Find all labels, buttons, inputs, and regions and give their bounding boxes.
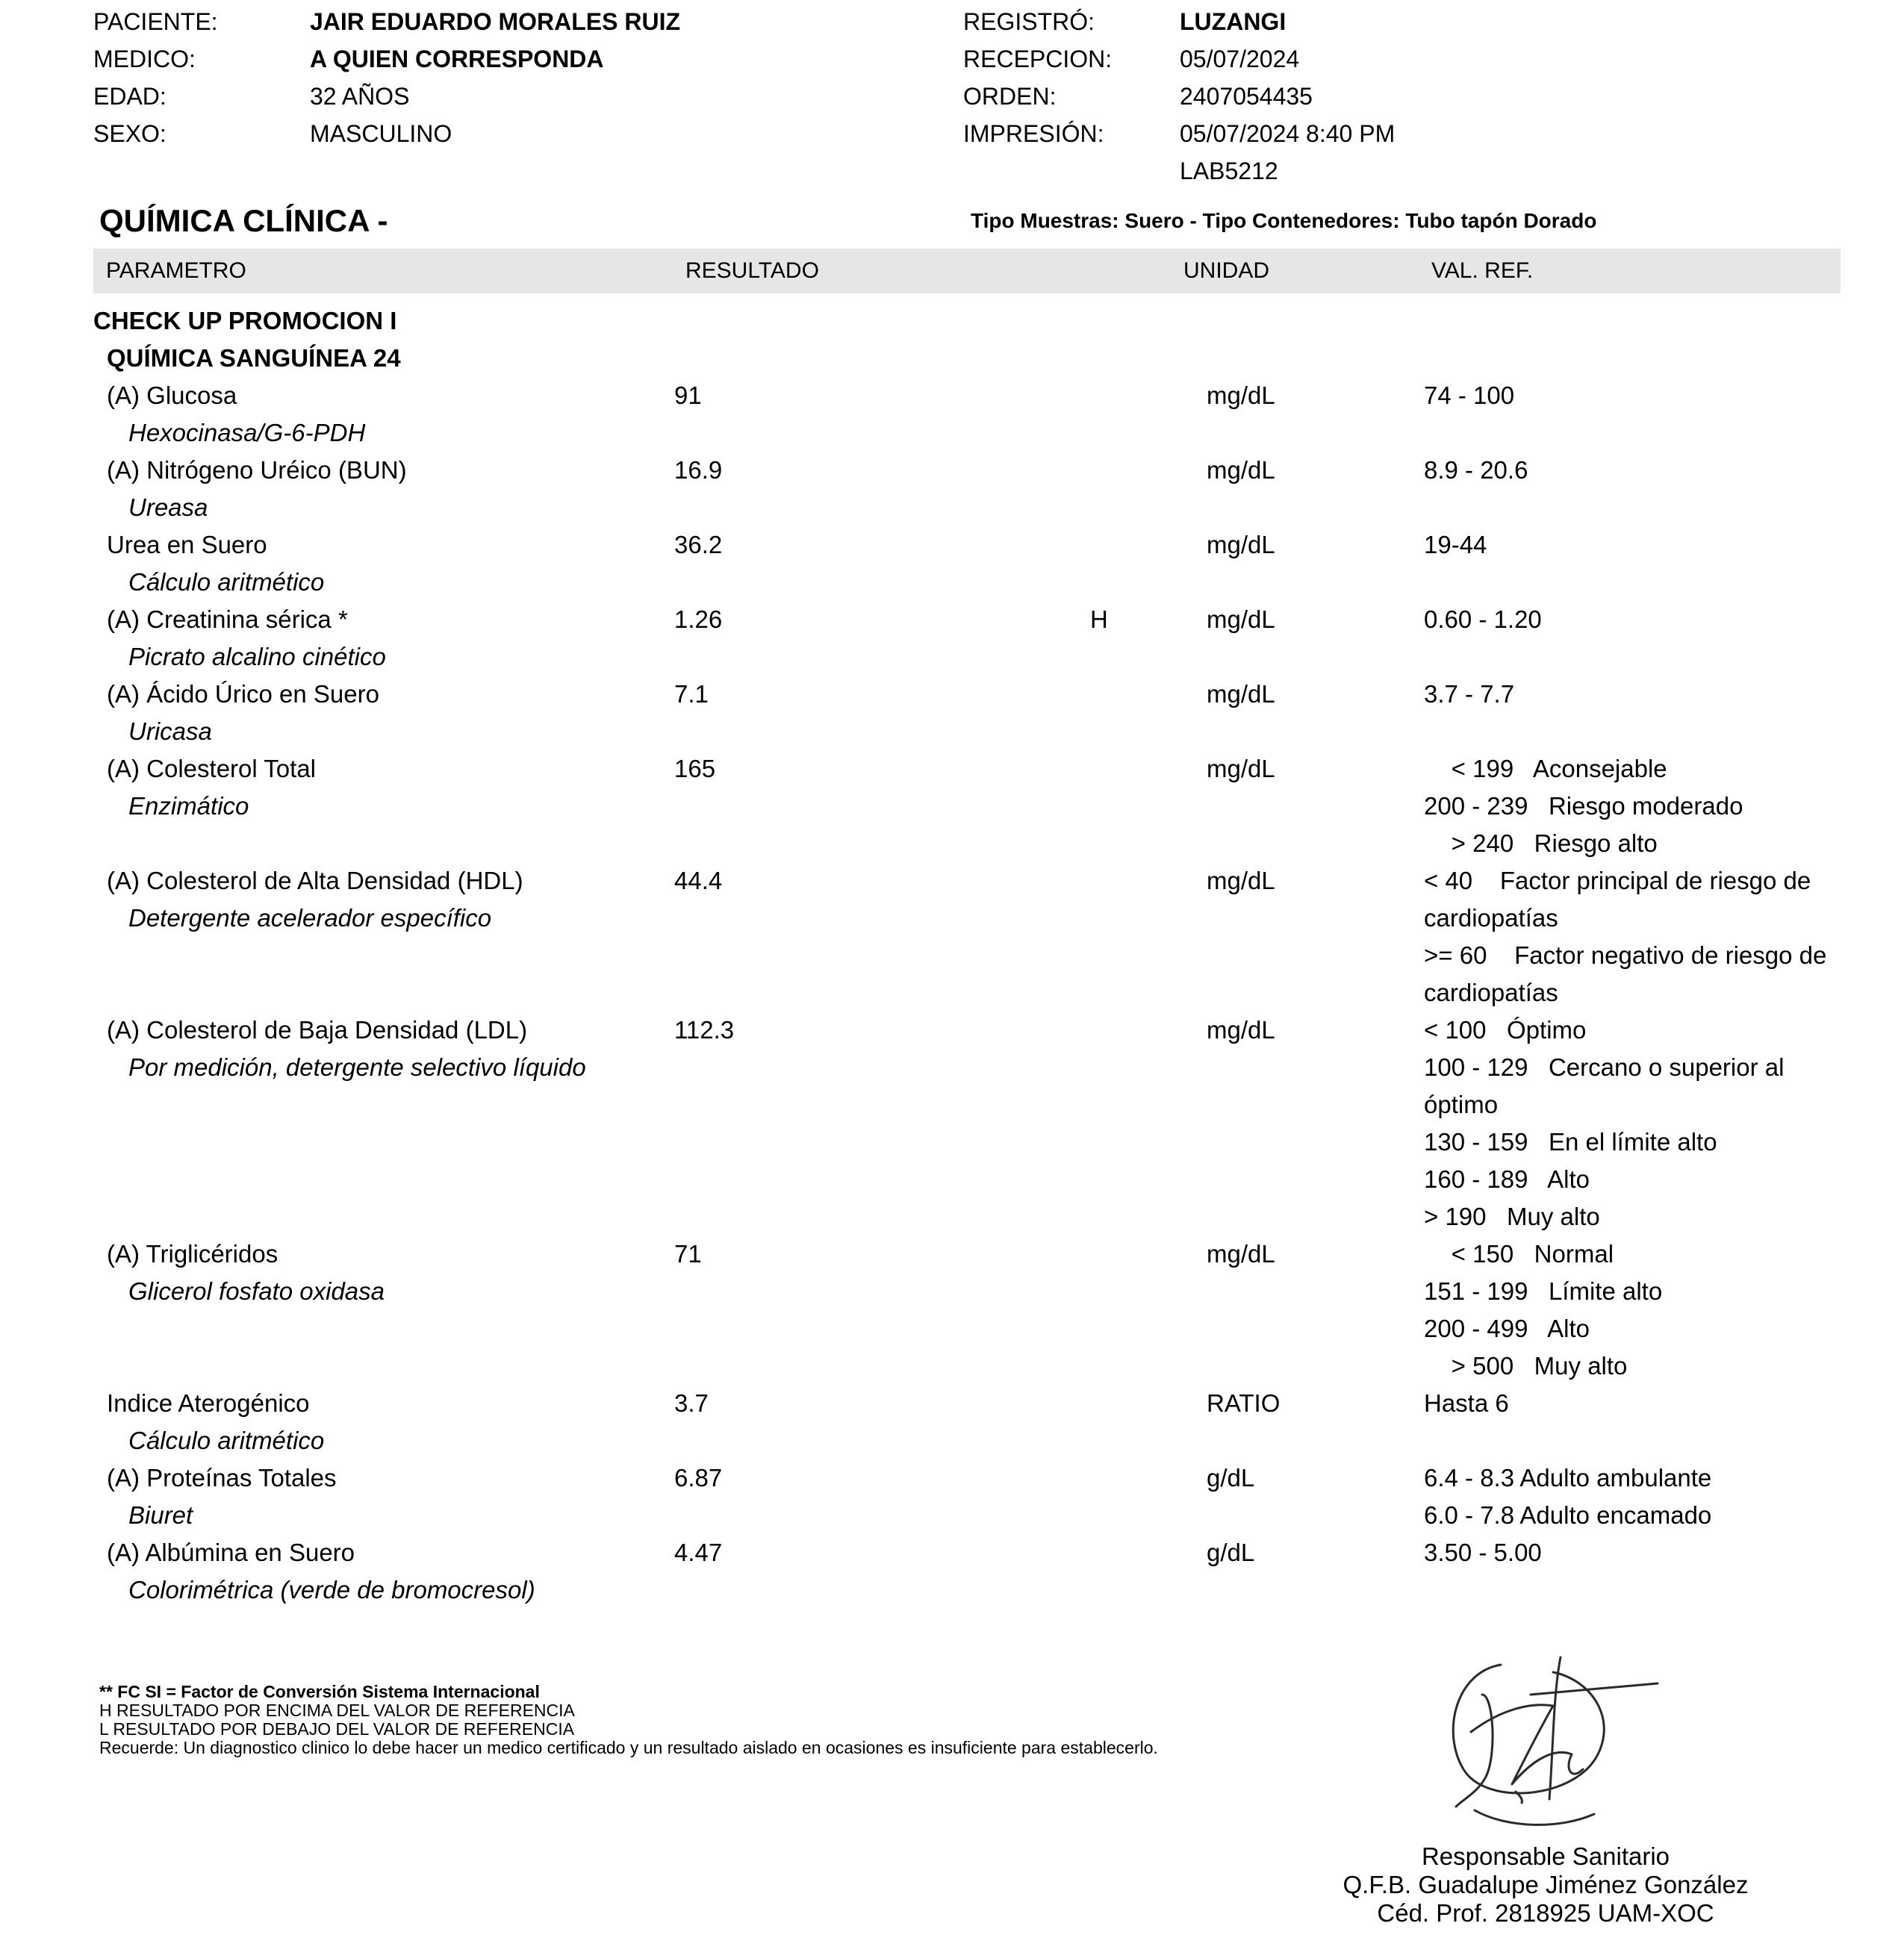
column-header-bar: [93, 249, 1841, 293]
sample-info: Tipo Muestras: Suero - Tipo Contenedores: Tubo tapón Dorado: [971, 209, 1597, 232]
signature-role: Responsable Sanitario: [1421, 1842, 1670, 1870]
result-method: Biuret: [128, 1501, 193, 1529]
result-name: (A) Colesterol de Alta Densidad (HDL): [107, 867, 523, 894]
col-val-ref: VAL. REF.: [1431, 258, 1534, 283]
result-ref-line: 160 - 189 Alto: [1424, 1165, 1590, 1193]
col-resultado: RESULTADO: [685, 258, 819, 283]
footnote-h: H RESULTADO POR ENCIMA DEL VALOR DE REFERENCIA: [99, 1701, 575, 1720]
col-unidad: UNIDAD: [1183, 258, 1270, 283]
result-value: 1.26: [674, 605, 723, 633]
result-ref-line: > 190 Muy alto: [1424, 1203, 1600, 1230]
result-ref-line: 151 - 199 Límite alto: [1424, 1277, 1663, 1305]
signature-name: Q.F.B. Guadalupe Jiménez González: [1343, 1871, 1749, 1898]
result-ref-line: 100 - 129 Cercano o superior al: [1424, 1053, 1785, 1081]
result-method: Enzimático: [128, 792, 249, 820]
result-ref-line: 8.9 - 20.6: [1424, 456, 1528, 484]
result-value: 44.4: [674, 867, 723, 894]
result-unit: g/dL: [1207, 1464, 1255, 1492]
registro-label: REGISTRÓ:: [963, 8, 1095, 35]
result-ref-line: 3.7 - 7.7: [1424, 680, 1515, 708]
registro-value: LUZANGI: [1180, 8, 1287, 35]
orden-label: ORDEN:: [963, 83, 1057, 110]
result-value: 71: [674, 1240, 702, 1268]
group-name: CHECK UP PROMOCION I: [93, 307, 397, 334]
result-unit: mg/dL: [1207, 456, 1275, 484]
recepcion-value: 05/07/2024: [1180, 46, 1300, 72]
result-ref-line: 74 - 100: [1424, 381, 1515, 409]
result-unit: RATIO: [1207, 1389, 1281, 1417]
sexo-label: SEXO:: [93, 120, 167, 147]
result-ref-line: > 500 Muy alto: [1424, 1352, 1628, 1380]
result-ref-line: < 100 Óptimo: [1424, 1016, 1587, 1044]
medico-value: A QUIEN CORRESPONDA: [310, 46, 604, 72]
orden-value: 2407054435: [1180, 83, 1313, 110]
result-ref-line: >= 60 Factor negativo de riesgo de: [1424, 941, 1827, 969]
result-name: (A) Glucosa: [107, 381, 237, 409]
result-ref-line: 200 - 499 Alto: [1424, 1315, 1590, 1342]
result-value: 4.47: [674, 1539, 723, 1566]
result-value: 165: [674, 755, 716, 782]
result-method: Hexocinasa/G-6-PDH: [128, 419, 366, 446]
edad-label: EDAD:: [93, 83, 167, 110]
paciente-label: PACIENTE:: [93, 8, 218, 35]
result-name: (A) Ácido Úrico en Suero: [107, 680, 379, 708]
result-value: 91: [674, 381, 702, 409]
col-parametro: PARAMETRO: [106, 258, 246, 283]
edad-value: 32 AÑOS: [310, 83, 410, 110]
result-unit: mg/dL: [1207, 605, 1275, 633]
result-ref-line: 6.0 - 7.8 Adulto encamado: [1424, 1501, 1712, 1529]
result-ref-line: > 240 Riesgo alto: [1424, 829, 1658, 857]
result-method: Detergente acelerador específico: [128, 904, 492, 932]
result-unit: mg/dL: [1207, 680, 1275, 708]
result-ref-line: 19-44: [1424, 531, 1487, 558]
signature-cedula: Céd. Prof. 2818925 UAM-XOC: [1377, 1899, 1714, 1927]
result-name: (A) Proteínas Totales: [107, 1464, 337, 1492]
result-unit: mg/dL: [1207, 867, 1275, 894]
result-name: (A) Colesterol Total: [107, 755, 317, 782]
result-ref-line: óptimo: [1424, 1091, 1499, 1118]
result-method: Colorimétrica (verde de bromocresol): [128, 1576, 535, 1604]
result-name: Indice Aterogénico: [107, 1389, 310, 1417]
result-method: Glicerol fosfato oxidasa: [128, 1277, 385, 1305]
result-method: Cálculo aritmético: [128, 1427, 325, 1454]
result-method: Ureasa: [128, 493, 208, 521]
result-value: 16.9: [674, 456, 723, 484]
impresion-label: IMPRESIÓN:: [963, 120, 1104, 147]
result-name: (A) Creatinina sérica *: [107, 605, 348, 633]
result-ref-line: < 40 Factor principal de riesgo de: [1424, 867, 1811, 894]
section-title: QUÍMICA CLÍNICA -: [99, 203, 388, 238]
result-value: 36.2: [674, 531, 723, 558]
result-value: 6.87: [674, 1464, 723, 1492]
footnote-reminder: Recuerde: Un diagnostico clinico lo debe hacer un medico certificado y un resultado aislado en ocasiones es insuficiente para establecerlo.: [99, 1738, 1158, 1757]
result-ref-line: 130 - 159 En el límite alto: [1424, 1128, 1717, 1156]
result-unit: mg/dL: [1207, 1016, 1275, 1044]
result-ref-line: < 199 Aconsejable: [1424, 755, 1667, 782]
result-method: Picrato alcalino cinético: [128, 643, 386, 670]
lab-code: LAB5212: [1180, 158, 1278, 184]
result-unit: g/dL: [1207, 1539, 1255, 1566]
result-unit: mg/dL: [1207, 1240, 1275, 1268]
result-ref-line: 6.4 - 8.3 Adulto ambulante: [1424, 1464, 1712, 1492]
result-name: (A) Triglicéridos: [107, 1240, 279, 1268]
result-ref-line: cardiopatías: [1424, 904, 1558, 932]
result-flag: H: [1090, 605, 1108, 633]
paciente-value: JAIR EDUARDO MORALES RUIZ: [310, 8, 681, 35]
result-unit: mg/dL: [1207, 531, 1275, 558]
result-ref-line: 0.60 - 1.20: [1424, 605, 1542, 633]
subgroup-name: QUÍMICA SANGUÍNEA 24: [107, 344, 401, 372]
result-name: (A) Colesterol de Baja Densidad (LDL): [107, 1016, 528, 1044]
sexo-value: MASCULINO: [310, 120, 452, 147]
result-ref-line: 200 - 239 Riesgo moderado: [1424, 792, 1743, 820]
result-name: Urea en Suero: [107, 531, 267, 558]
result-ref-line: cardiopatías: [1424, 979, 1558, 1006]
recepcion-label: RECEPCION:: [963, 46, 1113, 72]
result-value: 3.7: [674, 1389, 709, 1417]
result-ref-line: 3.50 - 5.00: [1424, 1539, 1542, 1566]
result-ref-line: < 150 Normal: [1424, 1240, 1614, 1268]
result-value: 7.1: [674, 680, 709, 708]
impresion-value: 05/07/2024 8:40 PM: [1180, 120, 1396, 147]
result-name: (A) Albúmina en Suero: [107, 1539, 355, 1566]
result-value: 112.3: [674, 1016, 735, 1044]
signature-image: [1441, 1650, 1665, 1836]
result-name: (A) Nitrógeno Uréico (BUN): [107, 456, 407, 484]
medico-label: MEDICO:: [93, 46, 196, 72]
result-ref-line: Hasta 6: [1424, 1389, 1509, 1417]
result-method: Uricasa: [128, 717, 212, 745]
footnote-fc-si: ** FC SI = Factor de Conversión Sistema Internacional: [99, 1682, 540, 1701]
result-method: Cálculo aritmético: [128, 568, 325, 596]
result-unit: mg/dL: [1207, 381, 1275, 409]
footnote-l: L RESULTADO POR DEBAJO DEL VALOR DE REFERENCIA: [99, 1719, 575, 1739]
result-unit: mg/dL: [1207, 755, 1275, 782]
result-method: Por medición, detergente selectivo líquido: [128, 1053, 586, 1081]
